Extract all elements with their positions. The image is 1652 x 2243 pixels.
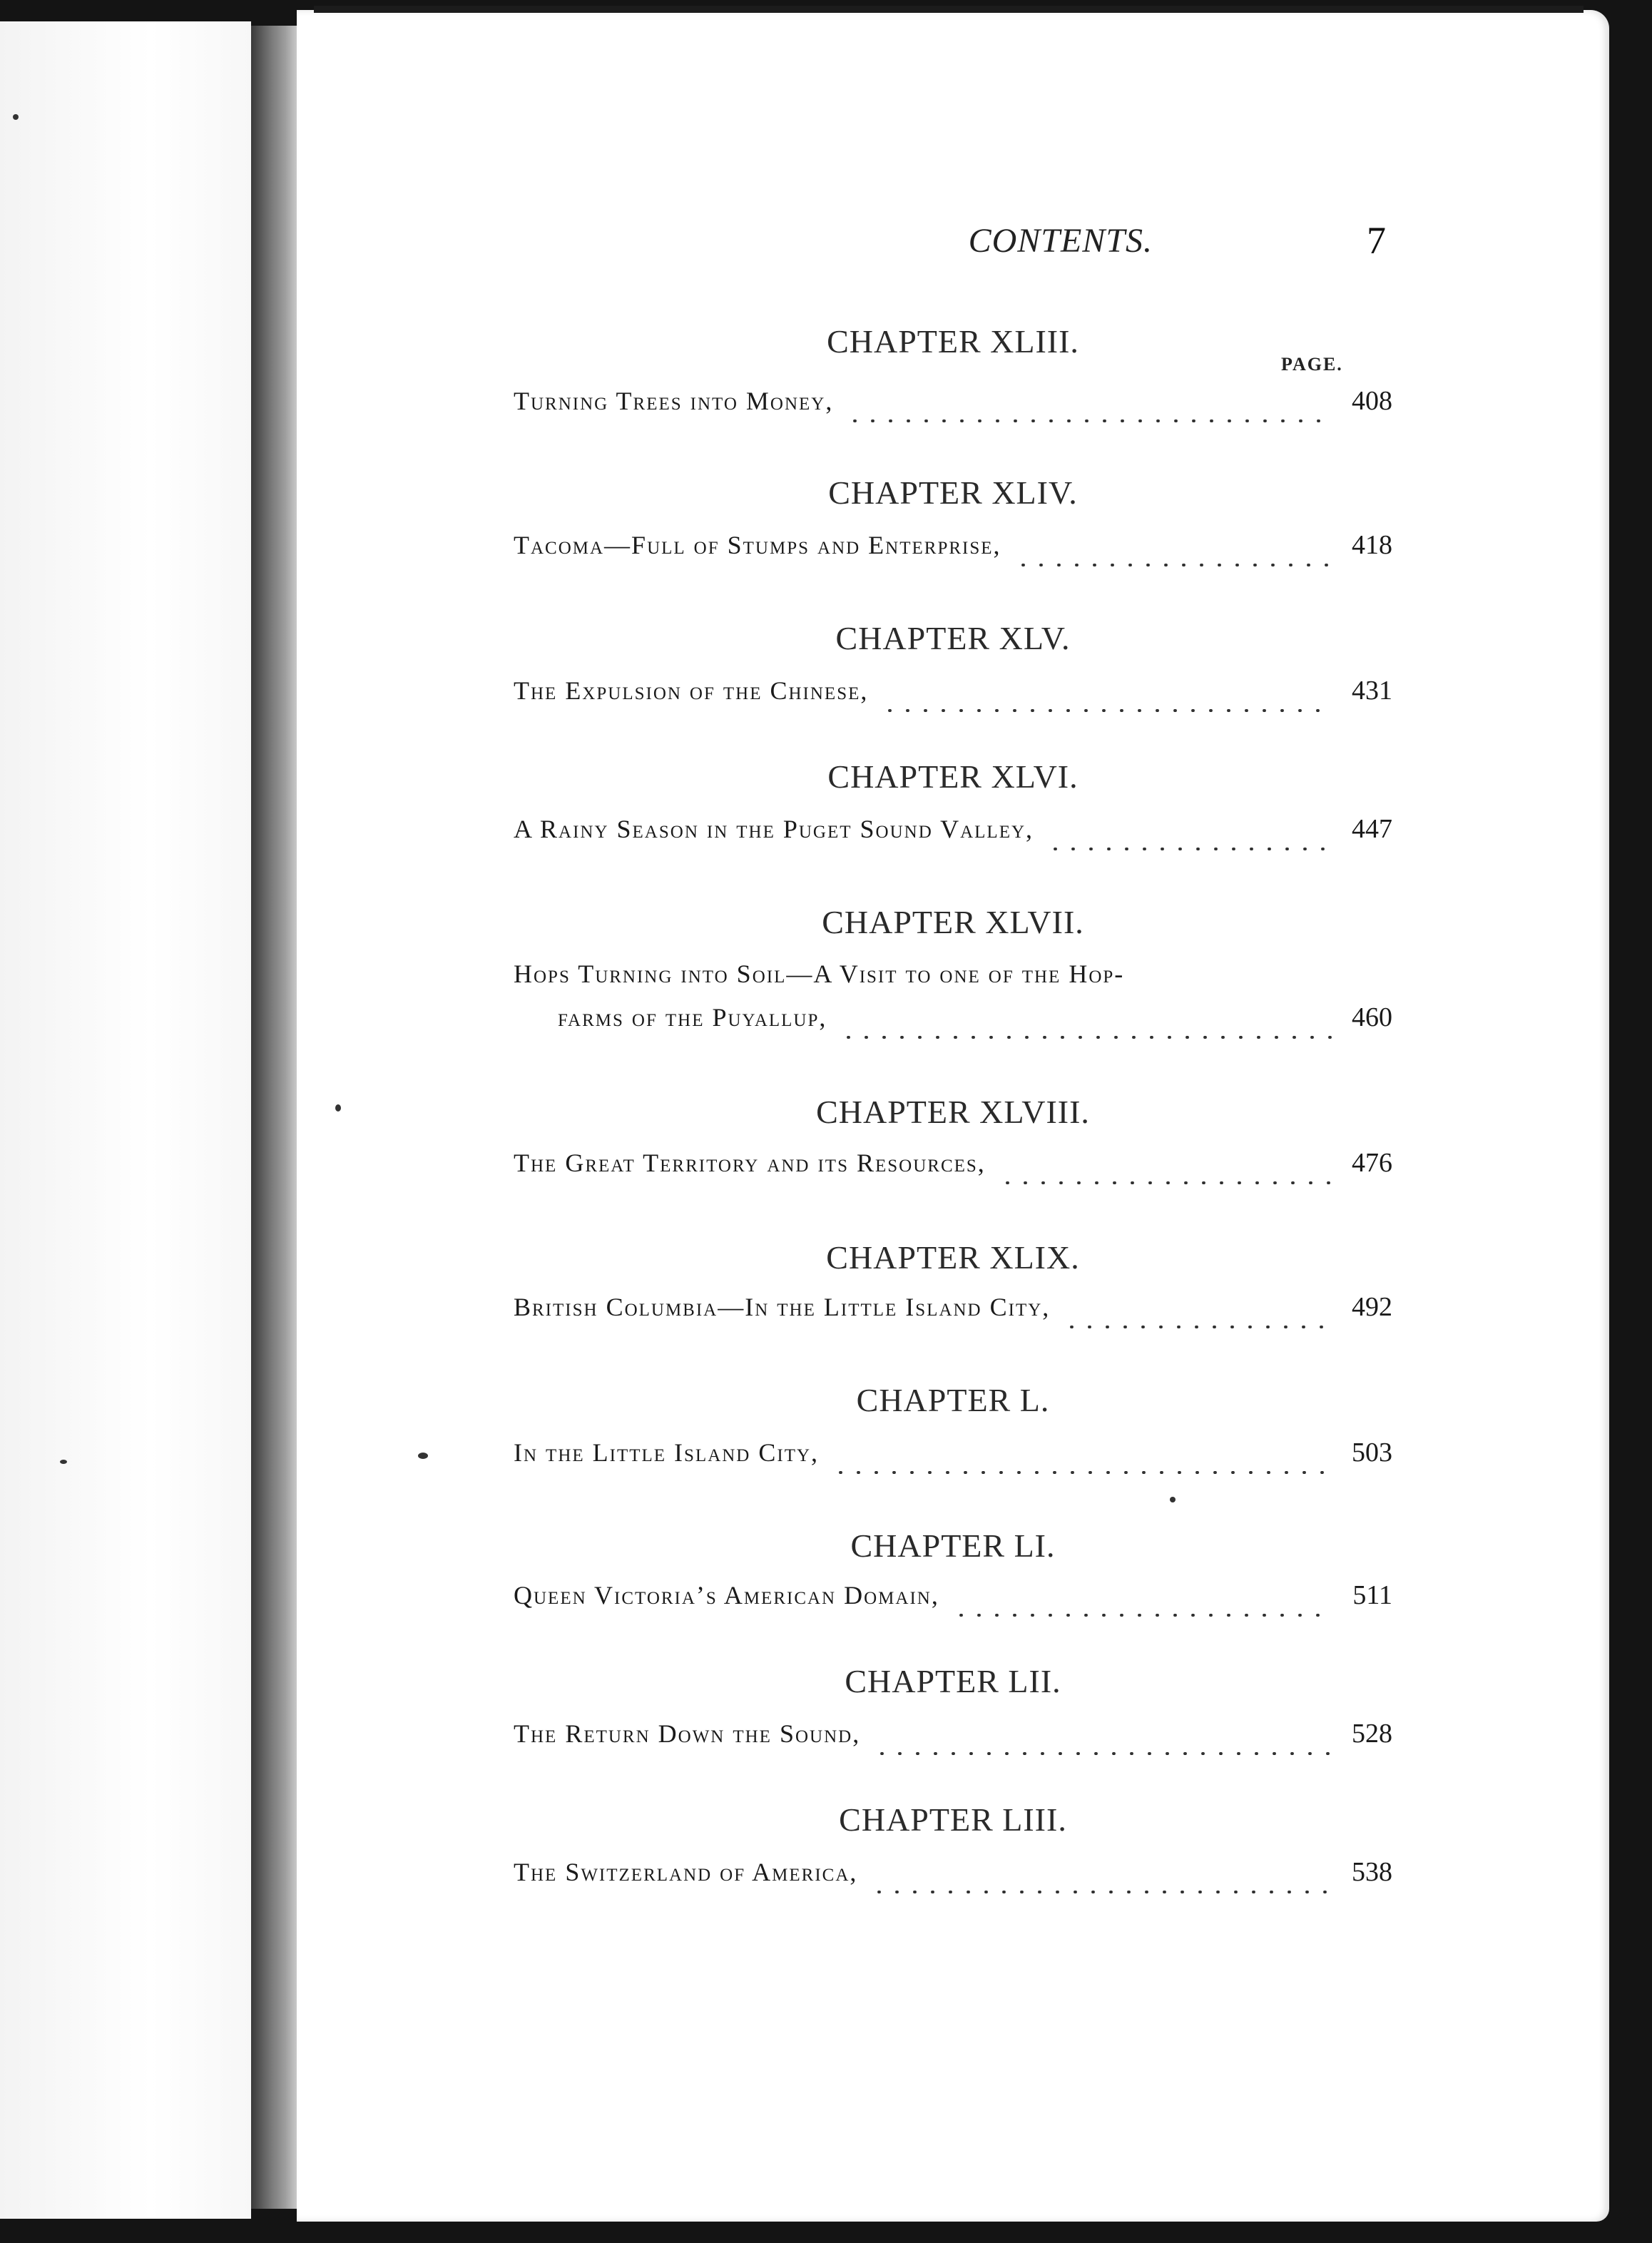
- dot-leader: [881, 709, 1334, 712]
- dot-leader: [1014, 564, 1334, 566]
- toc-entry[interactable]: [514, 385, 1392, 428]
- entry-title: The Return Down the Sound,: [514, 1719, 861, 1748]
- dot-leader: [870, 1891, 1334, 1893]
- entry-title-line-1[interactable]: Hops Turning into Soil—A Visit to one of the Hop-: [514, 960, 1125, 988]
- page-top-edge: [314, 6, 1584, 13]
- entry-page-number: 511: [1352, 1580, 1392, 1610]
- dot-leader: [952, 1614, 1334, 1617]
- entry-title: The Expulsion of the Chinese,: [514, 676, 869, 705]
- entry-title: Turning Trees into Money,: [514, 387, 834, 415]
- dot-leader: [832, 1471, 1334, 1474]
- scan-speck: [1170, 1497, 1176, 1502]
- toc-entry[interactable]: [514, 1718, 1392, 1761]
- entry-page-number: 538: [1352, 1857, 1392, 1887]
- running-head: CONTENTS. 7: [968, 219, 1386, 262]
- folio-number: 7: [1367, 219, 1386, 262]
- toc-entry[interactable]: [514, 1580, 1392, 1622]
- dot-leader: [1046, 848, 1334, 850]
- scan-speck: [418, 1453, 428, 1459]
- entry-page-number: 431: [1352, 676, 1392, 706]
- dot-leader: [873, 1752, 1334, 1755]
- entry-page-number: 447: [1352, 814, 1392, 844]
- entry-title: Queen Victoria’s American Domain,: [514, 1581, 939, 1609]
- entry-page-number: 460: [1352, 1002, 1392, 1032]
- entry-title-line-2: farms of the Puyallup,: [558, 1003, 827, 1032]
- scan-speck: [13, 114, 19, 120]
- entry-title: British Columbia—In the Little Island City,: [514, 1293, 1051, 1321]
- entry-title: The Switzerland of America,: [514, 1858, 858, 1886]
- toc-entry[interactable]: [514, 1437, 1392, 1480]
- entry-page-number: 418: [1352, 530, 1392, 560]
- dot-leader: [999, 1181, 1334, 1184]
- entry-page-number: 492: [1352, 1292, 1392, 1322]
- toc-entry[interactable]: [514, 1856, 1392, 1899]
- toc-entry[interactable]: [514, 529, 1392, 572]
- entry-title: A Rainy Season in the Puget Sound Valley,: [514, 815, 1034, 843]
- entry-title: Tacoma—Full of Stumps and Enterprise,: [514, 531, 1001, 559]
- entry-title: The Great Territory and its Resources,: [514, 1149, 986, 1177]
- dot-leader: [1063, 1326, 1334, 1328]
- gutter-shadow: [251, 26, 297, 2209]
- scan-speck: [60, 1460, 67, 1464]
- toc-entry[interactable]: [514, 813, 1392, 856]
- page-column-label: PAGE.: [1281, 354, 1343, 375]
- dot-leader: [840, 1036, 1334, 1039]
- left-leaf: [0, 21, 251, 2219]
- entry-title: In the Little Island City,: [514, 1438, 820, 1467]
- dot-leader: [846, 419, 1334, 422]
- entry-page-number: 528: [1352, 1719, 1392, 1749]
- entry-page-number: 503: [1352, 1438, 1392, 1468]
- toc-entry[interactable]: [514, 1147, 1392, 1190]
- entry-page-number: 476: [1352, 1148, 1392, 1178]
- scan-speck: [335, 1104, 341, 1112]
- toc-entry[interactable]: [514, 1002, 1392, 1044]
- toc-entry[interactable]: [514, 675, 1392, 718]
- toc-entry[interactable]: [514, 1291, 1392, 1334]
- entry-page-number: 408: [1352, 386, 1392, 416]
